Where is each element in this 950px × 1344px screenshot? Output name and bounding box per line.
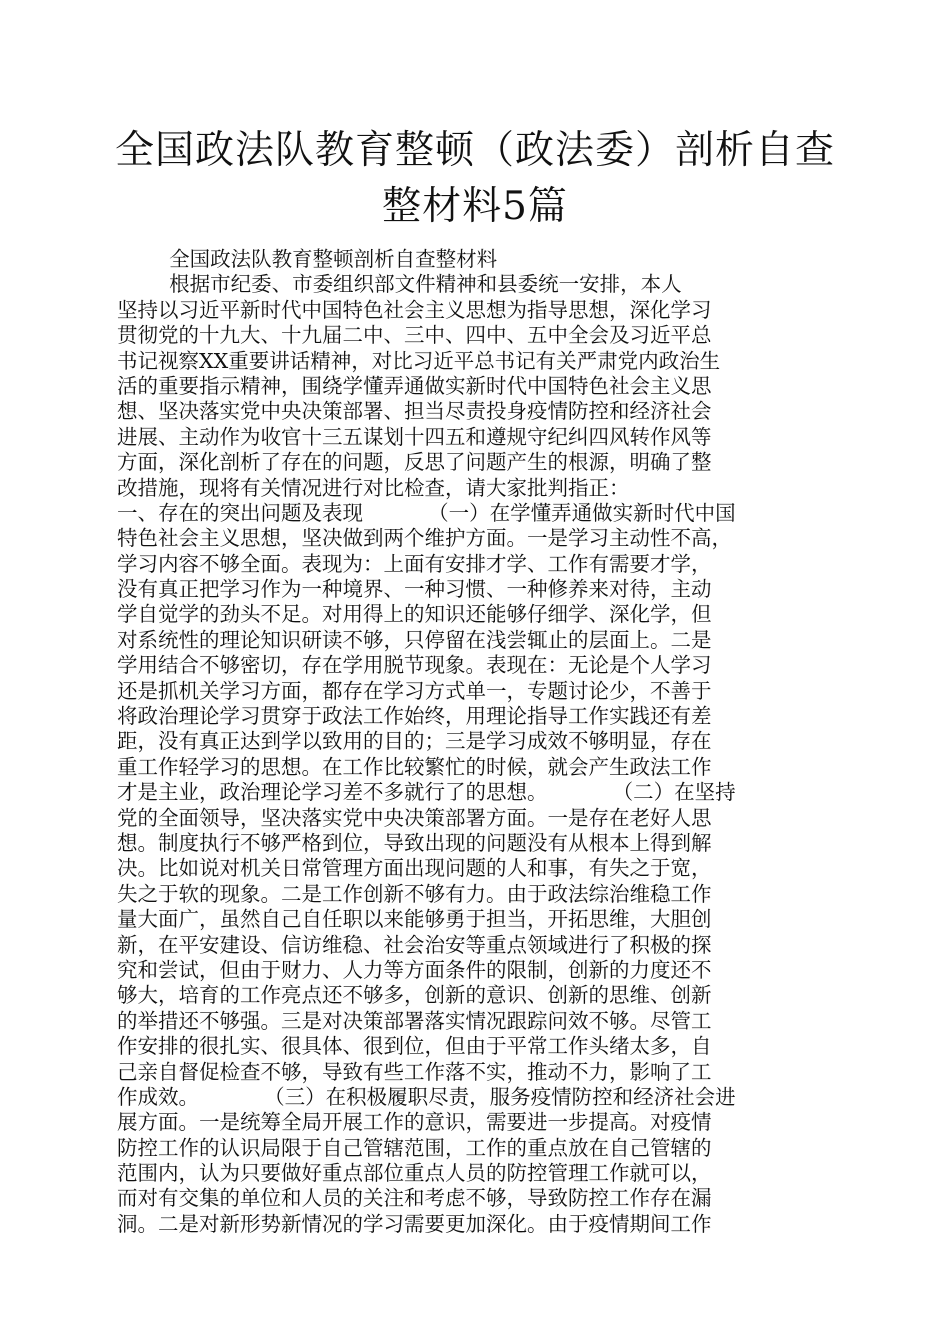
body-line: 根据市纪委、市委组织部文件精神和县委统一安排，本人 bbox=[117, 272, 682, 297]
document-title-line-1: 全国政法队教育整顿（政法委）剖析自查 bbox=[114, 128, 835, 173]
body-line: 距，没有真正达到学以致用的目的；三是学习成效不够明显，存在 bbox=[117, 729, 712, 754]
body-line: 改措施，现将有关情况进行对比检查，请大家批判指正： bbox=[117, 475, 630, 500]
body-line: 己亲自督促检查不够，导致有些工作落不实，推动不力，影响了工 bbox=[117, 1059, 712, 1084]
body-line: 洞。二是对新形势新情况的学习需要更加深化。由于疫情期间工作 bbox=[117, 1211, 712, 1236]
body-line: 作安排的很扎实、很具体、很到位，但由于平常工作头绪太多，自 bbox=[117, 1034, 712, 1059]
body-line: 特色社会主义思想，坚决做到两个维护方面。一是学习主动性不高， bbox=[117, 526, 732, 551]
body-line: 进展、主动作为收官十三五谋划十四五和遵规守纪纠四风转作风等 bbox=[117, 424, 712, 449]
body-line: 够大，培育的工作亮点还不够多，创新的意识、创新的思维、创新 bbox=[117, 983, 712, 1008]
body-line: 防控工作的认识局限于自己管辖范围，工作的重点放在自己管辖的 bbox=[117, 1135, 712, 1160]
body-line: 想、坚决落实党中央决策部署、担当尽责投身疫情防控和经济社会 bbox=[117, 399, 712, 424]
body-line: 学习内容不够全面。表现为：上面有安排才学、工作有需要才学， bbox=[117, 551, 712, 576]
body-line: 活的重要指示精神，围绕学懂弄通做实新时代中国特色社会主义思 bbox=[117, 373, 712, 398]
body-line: 全国政法队教育整顿剖析自查整材料 bbox=[117, 247, 498, 271]
body-line: 坚持以习近平新时代中国特色社会主义思想为指导思想，深化学习 bbox=[117, 297, 712, 322]
body-line: 的举措还不够强。三是对决策部署落实情况跟踪问效不够。尽管工 bbox=[117, 1008, 712, 1033]
body-line: 新，在平安建设、信访维稳、社会治安等重点领域进行了积极的探 bbox=[117, 932, 712, 957]
body-line: 党的全面领导，坚决落实党中央决策部署方面。一是存在老好人思 bbox=[117, 805, 712, 830]
body-line: 书记视察XX重要讲话精神，对比习近平总书记有关严肃党内政治生 bbox=[117, 348, 721, 373]
body-line: 重工作轻学习的思想。在工作比较繁忙的时候，就会产生政法工作 bbox=[117, 754, 712, 779]
body-line: 而对有交集的单位和人员的关注和考虑不够，导致防控工作存在漏 bbox=[117, 1186, 712, 1211]
body-line: 展方面。一是统筹全局开展工作的意识，需要进一步提高。对疫情 bbox=[117, 1110, 712, 1135]
document-title bbox=[100, 123, 850, 235]
body-line: 究和尝试，但由于财力、人力等方面条件的限制，创新的力度还不 bbox=[117, 957, 712, 982]
body-line: 将政治理论学习贯穿于政法工作始终，用理论指导工作实践还有差 bbox=[117, 704, 712, 729]
body-line: 才是主业，政治理论学习差不多就行了的思想。 （二）在坚持 bbox=[117, 780, 736, 805]
body-line: 没有真正把学习作为一种境界、一种习惯、一种修养来对待，主动 bbox=[117, 577, 712, 602]
body-line: 贯彻党的十九大、十九届二中、三中、四中、五中全会及习近平总 bbox=[117, 323, 712, 348]
body-line: 方面，深化剖析了存在的问题，反思了问题产生的根源，明确了整 bbox=[117, 450, 712, 475]
document-title-line-2: 整材料5篇 bbox=[382, 184, 568, 229]
body-line: 一、存在的突出问题及表现 （一）在学懂弄通做实新时代中国 bbox=[117, 500, 736, 525]
body-line: 失之于软的现象。二是工作创新不够有力。由于政法综治维稳工作 bbox=[117, 881, 712, 906]
body-line: 对系统性的理论知识研读不够，只停留在浅尝辄止的层面上。二是 bbox=[117, 627, 712, 652]
body-line: 范围内，认为只要做好重点部位重点人员的防控管理工作就可以， bbox=[117, 1161, 712, 1186]
body-line: 决。比如说对机关日常管理方面出现问题的人和事，有失之于宽， bbox=[117, 856, 712, 881]
body-line: 作成效。 （三）在积极履职尽责，服务疫情防控和经济社会进 bbox=[117, 1084, 736, 1109]
body-line: 学用结合不够密切，存在学用脱节现象。表现在：无论是个人学习 bbox=[117, 653, 712, 678]
body-line: 还是抓机关学习方面，都存在学习方式单一，专题讨论少，不善于 bbox=[117, 678, 712, 703]
body-line: 想。制度执行不够严格到位，导致出现的问题没有从根本上得到解 bbox=[117, 830, 712, 855]
document-body bbox=[117, 247, 807, 1237]
body-line: 学自觉学的劲头不足。对用得上的知识还能够仔细学、深化学，但 bbox=[117, 602, 712, 627]
body-line: 量大面广，虽然自己自任职以来能够勇于担当，开拓思维，大胆创 bbox=[117, 907, 712, 932]
